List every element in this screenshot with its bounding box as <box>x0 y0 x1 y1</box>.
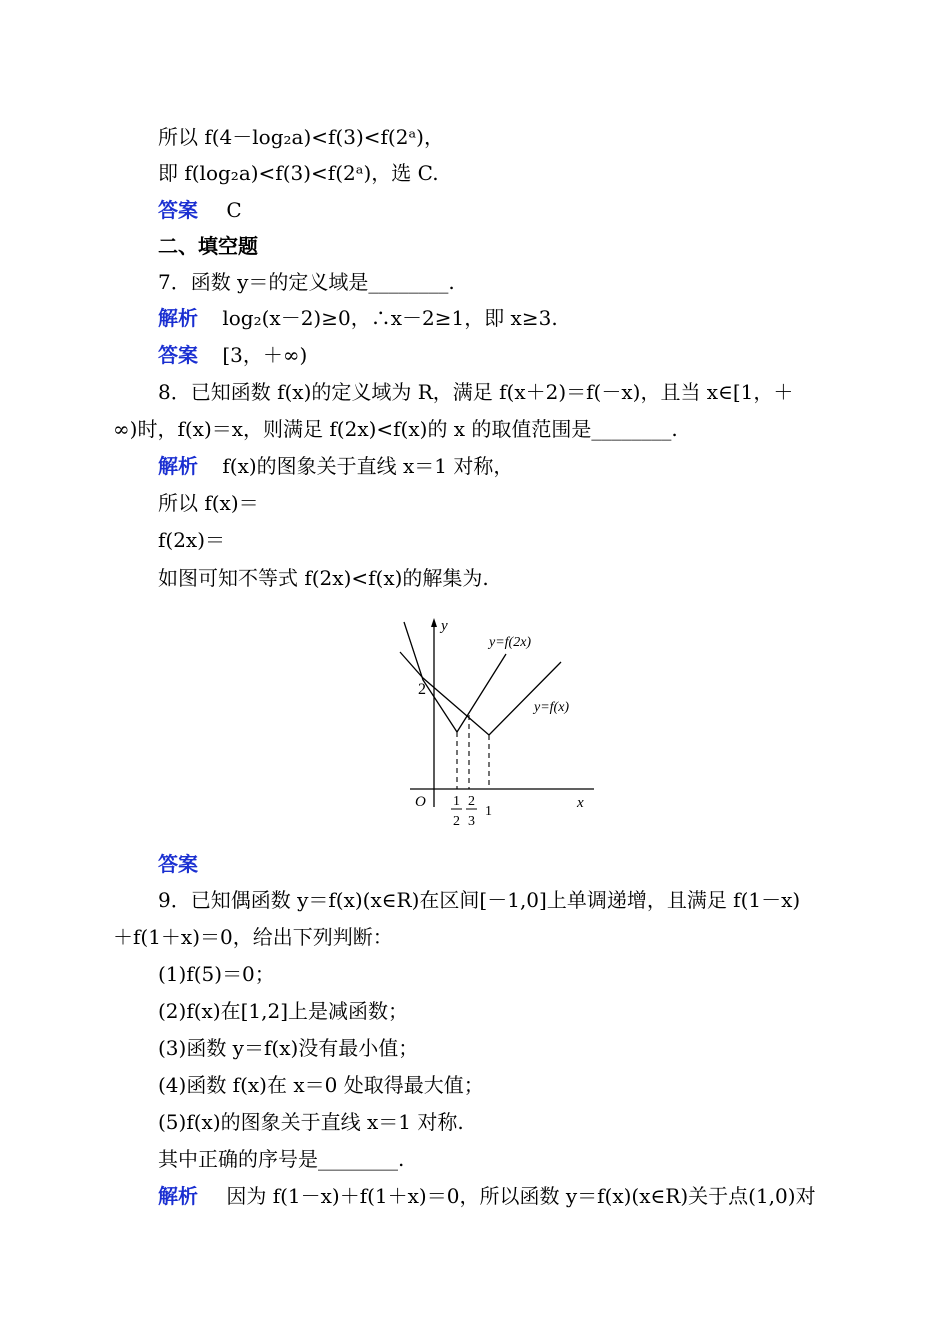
judgement-2: (2)f(x)在[1,2]上是减函数； <box>158 999 409 1023</box>
question-9-line-2: ＋f(1＋x)＝0，给出下列判断： <box>113 925 393 949</box>
answer-value: [3，＋∞) <box>222 343 308 367</box>
label-f2x: y=f(2x) <box>489 635 532 650</box>
analysis-text: 因为 f(1－x)＋f(1＋x)＝0，所以函数 y＝f(x)(x∈R)关于点(1,0)对 <box>226 1184 816 1208</box>
question-8-line-1: 8．已知函数 f(x)的定义域为 R，满足 f(x＋2)＝f(－x)，且当 x∈[1，＋ <box>158 380 794 404</box>
judgement-1: (1)f(5)＝0； <box>158 962 275 986</box>
y-axis-arrow <box>431 618 437 627</box>
tick-half-num: 1 <box>453 794 460 809</box>
analysis-text: f(x)的图象关于直线 x＝1 对称， <box>222 454 514 478</box>
origin-label: O <box>415 794 426 810</box>
x-axis-label: x <box>577 795 584 811</box>
judgement-4: (4)函数 f(x)在 x＝0 处取得最大值； <box>158 1073 484 1097</box>
text-line-fx: 所以 f(x)＝ <box>158 491 259 515</box>
question-9-prompt: 其中正确的序号是________. <box>158 1147 405 1171</box>
analysis-label: 解析 <box>158 454 198 478</box>
answer-value: C <box>226 198 242 222</box>
question-9-line-1: 9．已知偶函数 y＝f(x)(x∈R)在区间[－1,0]上单调递增，且满足 f(1－x) <box>158 888 801 912</box>
analysis-line-9 <box>158 1183 816 1209</box>
text-line-solution-set: 如图可知不等式 f(2x)<f(x)的解集为. <box>158 566 489 590</box>
section-heading: 二、填空题 <box>158 234 258 258</box>
analysis-label: 解析 <box>158 306 198 330</box>
tick-half-den: 2 <box>453 814 460 829</box>
tick-twothirds-den: 3 <box>468 814 475 829</box>
analysis-line-7 <box>158 305 558 331</box>
judgement-3: (3)函数 y＝f(x)没有最小值； <box>158 1036 419 1060</box>
function-graph-figure <box>396 612 601 834</box>
analysis-line-8 <box>158 453 513 479</box>
answer-label: 答案 <box>158 852 198 876</box>
y-axis-label: y <box>441 618 448 634</box>
answer-label: 答案 <box>158 343 198 367</box>
graph-svg <box>396 612 601 834</box>
answer-line-1 <box>158 197 242 223</box>
answer-label: 答案 <box>158 198 198 222</box>
judgement-5: (5)f(x)的图象关于直线 x＝1 对称. <box>158 1110 464 1134</box>
text-line-1: 所以 f(4－log₂a)<f(3)<f(2ᵃ)， <box>158 125 444 149</box>
label-fx: y=f(x) <box>534 700 570 715</box>
answer-line-7 <box>158 342 307 368</box>
text-line-f2x: f(2x)＝ <box>158 528 226 552</box>
analysis-text: log₂(x－2)≥0，∴x－2≥1，即 x≥3. <box>222 306 558 330</box>
tick-label-1: 1 <box>485 804 492 819</box>
tick-twothirds-num: 2 <box>468 794 475 809</box>
tick-label-2: 2 <box>418 681 426 698</box>
answer-line-8 <box>158 851 198 877</box>
text-line-2: 即 f(log₂a)<f(3)<f(2ᵃ)，选 C. <box>158 161 439 185</box>
question-8-line-2: ∞)时，f(x)＝x，则满足 f(2x)<f(x)的 x 的取值范围是________. <box>113 417 678 441</box>
analysis-label: 解析 <box>158 1184 198 1208</box>
question-7: 7．函数 y＝的定义域是________. <box>158 270 455 294</box>
